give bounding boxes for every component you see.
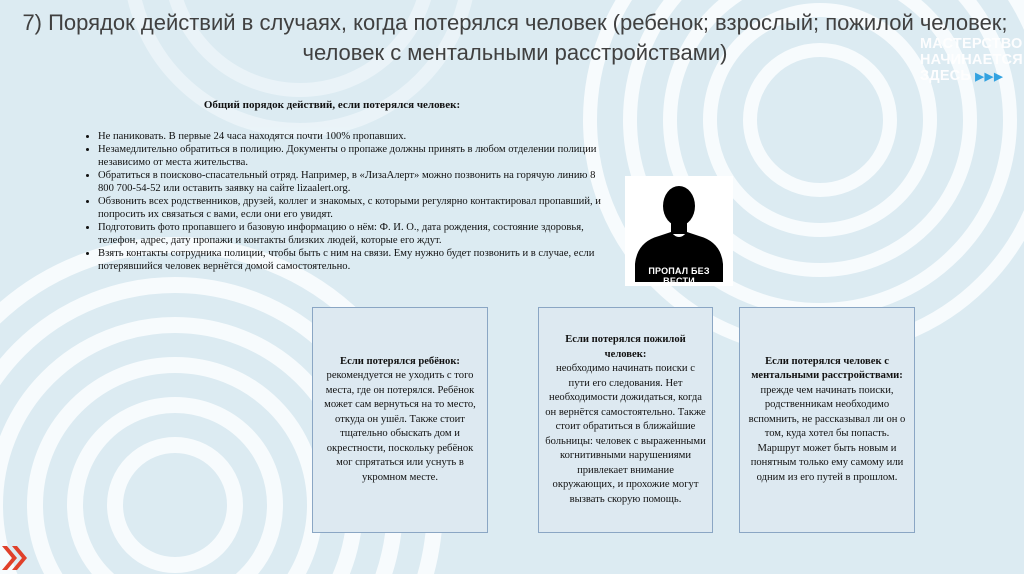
missing-label: ПРОПАЛ БЕЗ ВЕСТИ bbox=[648, 266, 710, 286]
list-item: • Не паниковать. В первые 24 часа находятся почти 100% пропавших. bbox=[98, 130, 602, 143]
list-item: • Подготовить фото пропавшего и базовую информацию о нём: Ф. И. О., дата рождения, состояние здоровья, телефон, адрес, дату пропажи и контакты близких людей, которые его ждут. bbox=[98, 221, 602, 247]
list-item: • Обзвонить всех родственников, друзей, коллег и знакомых, с которыми регулярно контактировал пропавший, и попросить их связаться с вами, если они его увидят. bbox=[98, 195, 602, 221]
list-item: • Взять контакты сотрудника полиции, чтобы быть с ним на связи. Ему нужно будет позвонить и в случае, если потерявшийся человек вернётся домой самостоятельно. bbox=[98, 247, 602, 273]
brand-arrows-icon: ▶▶▶ bbox=[975, 71, 1004, 83]
card-mental-text: прежде чем начинать поиски, родственникам необходимо вспомнить, не рассказывал ли он о том, куда хотел бы попасть. Маршрут может быть новым и понятным только ему самому или одним из его путей в прошлом. bbox=[748, 384, 906, 483]
card-mental bbox=[739, 307, 915, 533]
general-list bbox=[82, 130, 602, 273]
card-child bbox=[312, 307, 488, 533]
card-elderly-text: необходимо начинать поиски с пути его следования. Нет необходимости дожидаться, когда он вернётся самостоятельно. Также стоит обратиться в ближайшие больницы: человек с выраженными когнитивными нарушениями привлекает внимание окружающих, и прохожие могут вызвать скорую помощь. bbox=[545, 363, 706, 505]
card-child-text: рекомендуется не уходить с того места, где он потерялся. Ребёнок может сам вернуться на то место, откуда он ушёл. Также стоит тщательно обыскать дом и окрестности, поскольку ребёнок мог спрятаться или уснуть в укромном месте. bbox=[324, 370, 476, 483]
general-heading: Общий порядок действий, если потерялся человек: bbox=[203, 99, 461, 111]
list-item: • Незамедлительно обратиться в полицию. Документы о пропаже должны принять в любом отделении полиции независимо от места жительства. bbox=[98, 143, 602, 169]
red-arrow-icon bbox=[0, 542, 30, 574]
card-child-heading: Если потерялся ребёнок: bbox=[340, 355, 460, 367]
list-item: • Обратиться в поисково-спасательный отряд. Например, в «ЛизаАлерт» можно позвонить на горячую линию 8 800 700-54-52 или оставить заявку на сайте lizaalert.org. bbox=[98, 169, 602, 195]
brand-logo bbox=[920, 36, 1024, 85]
general-procedure bbox=[82, 99, 602, 273]
brand-line-2: НАЧИНАЕТСЯ bbox=[920, 52, 1023, 68]
page-title: 7) Порядок действий в случаях, когда потерялся человек (ребенок; взрослый; пожилой человек; человек с ментальными расстройствами) bbox=[22, 10, 1008, 65]
card-mental-heading: Если потерялся человек с ментальными расстройствами: bbox=[751, 355, 903, 382]
brand-line-3: ЗДЕСЬ ▶▶▶ bbox=[920, 68, 1004, 84]
card-elderly bbox=[538, 307, 713, 533]
missing-person-photo bbox=[625, 176, 733, 286]
card-elderly-heading: Если потерялся пожилой человек: bbox=[565, 334, 686, 360]
brand-line-1: МАСТЕРСТВО bbox=[920, 36, 1023, 52]
